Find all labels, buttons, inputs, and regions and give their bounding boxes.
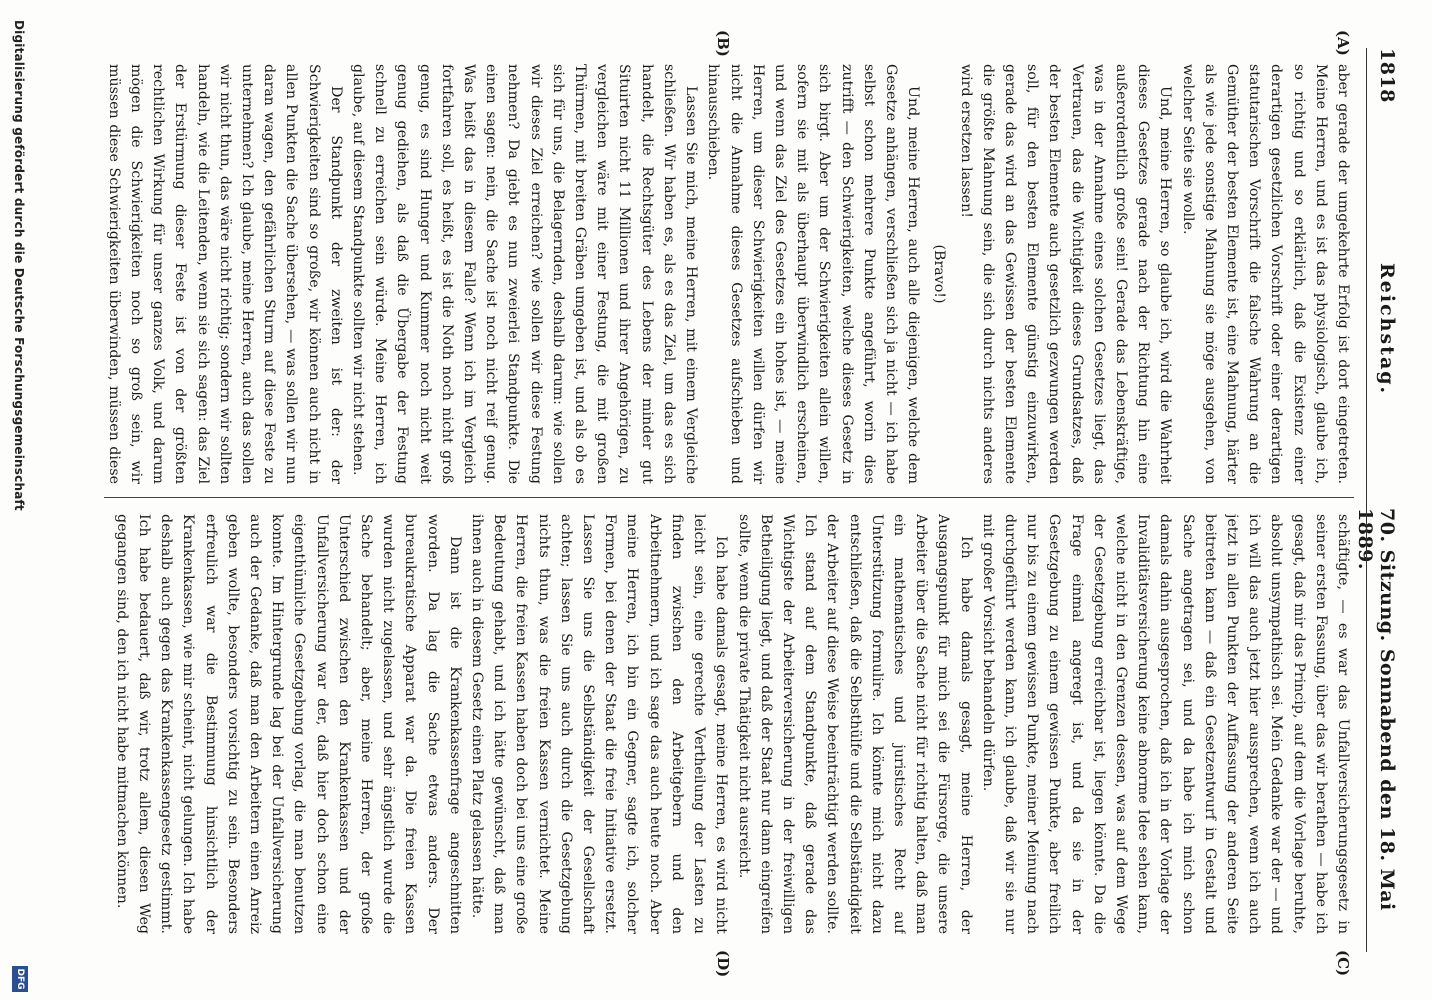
dfg-logo: DFG (12, 966, 28, 992)
session-line: 70. Sitzung. Sonnabend den 18. Mai 1889. (1354, 508, 1398, 911)
paragraph: Der Standpunkt der zweiten ist der: der Schwierigkeiten sind so große, wir können auch nicht in allen Punkten die Sache übersehen, — was sollen wir nun daran wagen, den gefährlichen Sturm auf diese Feste zu unternehmen? Ich glaube, meine Herren, auch das sollen wir nicht thun, das wäre nicht richtig; sondern wir sollten handeln, wie die Leitenden, wenn sie sich sagen: das Ziel der Erstürmung dieser Feste ist von der größten rechtlichen Wirkung für unser ganzes Volk, und darum mögen die Schwierigkeiten noch so groß sein, wir müssen diese Schwierigkeiten überwinden, müssen diese (105, 64, 344, 484)
paragraph: Dann ist die Krankenkassenfrage angeschnitten worden. Da lag die Sache etwas anders. Der bureaukratische Apparat war da. Die freien Kassen wurden nicht zugelassen, und sehr ängstlich wurde die Sache behandelt; aber, meine Herren, der große Unterschied zwischen den Krankenkassen und der Unfallversicherung war der, daß hier doch schon eine eigenthümliche Gesetzgebung vorlag, die man benutzen konnte. Im Hintergrunde lag bei der Unfallversicherung auch der Gedanke, daß man den Arbeitern einen Anreiz geben wollte, besonders vorsichtig zu sein. Besonders erfreulich war die Bestimmung hinsichtlich der Krankenkassen, wie mir scheint, nicht gelungen. Ich habe deshalb auch gegen das Krankenkassengesetz gestimmt. Ich habe bedauert, daß wir, trotz allem, diesen Weg gegangen sind, den ich nicht habe mitmachen können. (113, 514, 463, 934)
applause-remark: (Bravo!) (931, 244, 948, 304)
publication-title: Reichstag. (1376, 263, 1398, 396)
paragraph: Ich habe damals gesagt, meine Herren, es wird nicht leicht sein, eine gerechte Vertheilung der Lasten zu finden zwischen den Arbeitgebern und den Arbeitnehmern, und ich sage das auch heute noch. Aber meine Herren, ich bin ein Gegner, sagte ich, solcher Formen, bei denen der Staat die freie Initiative ersetzt. Lassen Sie uns die Selbständigkeit der Gesellschaft achten; lassen Sie uns auch durch die Gesetzgebung nichts thun, was die freien Kassen vernichtet. Meine Herren, die freien Kassen haben doch bei uns eine große Bedeutung gehabt, und ich hätte gewünscht, daß man ihnen auch in diesem Gesetz einen Platz gelassen hätte. (469, 514, 730, 934)
margin-mark-d: (D) (714, 950, 732, 978)
margin-mark-b: (B) (714, 30, 732, 57)
paragraph: aber gerade der umgekehrte Erfolg ist dort eingetreten. Meine Herren, und es ist das physiologisch, glaube ich, so richtig und so erklärlich, daß die Existenz einer derartigen gesetzlichen Vorschrift oder einer derartigen statutarischen Vorschrift die falsche Wahrung an die Gemüther der besten Elemente ist, eine Mahnung, härter als wie jede sonstige Mahnung sie möge ausgehen, von welcher Seite sie wolle. (1179, 64, 1351, 484)
paragraph: Ich habe damals gesagt, meine Herren, der Ausgangspunkt für mich sei die Fürsorge, die unsere Arbeiter über die Sache nicht für richtig halten, daß man ein mathematisches und juristisches Recht auf Unterstützung formulire. Ich könnte mich nicht dazu entschließen, daß die Selbsthülfe und die Selbständigkeit der Arbeiter auf diese Weise beeinträchtigt werden sollte. Ich stand auf dem Standpunkte, daß gerade das Wichtigste der Arbeiterversicherung in der freiwilligen Betheiligung liegt, und daß der Staat nur dann eingreifen sollte, wenn die private Thätigkeit nicht ausreicht. (735, 514, 974, 934)
digitization-footer (6, 0, 30, 1000)
column-divider (104, 497, 1354, 498)
margin-mark-a: (A) (1334, 30, 1352, 56)
header-rule (1366, 48, 1367, 952)
page-header (1354, 48, 1404, 952)
left-column (99, 64, 1354, 484)
funding-credit: Digitalisierung gefördert durch die Deutsche Forschungsgemeinschaft (12, 20, 26, 511)
paragraph: schäftigte, — es war das Unfallversicherungsgesetz in seiner ersten Fassung, über das wir berathen — habe ich gesagt, daß mir das Princip, auf dem die Vorlage beruhte, absolut unsympathisch sei. Mein Gedanke war der — und ich will das auch jetzt hier aussprechen, wenn ich auch jetzt in allen Punkten der Auffassung der anderen Seite beitreten kann — daß ein Gesetzentwurf in Gestalt und Sache angetragen sei, und da habe ich mich schon damals dahin ausgesprochen, daß ich in der Vorlage der Invaliditätsversicherung keine abnorme Idee sehen kann, welche nicht in den Grenzen dessen, was auf dem Wege der Gesetzgebung erreichbar ist, liegen könnte. Da die Frage einmal angeregt ist, und da sie in der Gesetzgebung zu einem gewissen Punkte, aber freilich nur bis zu einem gewissen Punkte, meiner Meinung nach durchgeführt werden kann, ich glaube, daß wir sie nur mit großer Vorsicht behandeln dürfen. (979, 514, 1351, 934)
page-number: 1818 (1376, 48, 1398, 103)
paragraph: Lassen Sie mich, meine Herren, mit einem Vergleiche schließen. Wir haben es, als es das Ziel, um das es sich handelt, die Rechtsgüter des Lebens der minder gut Situirten nicht 11 Millionen und ihrer Angehörigen, zu vergleichen wäre mit einer Festung, die mit großen Thürmen, mit breiten Gräben umgeben ist, und als ob es sich für uns, die Belagernden, deshalb darum: wie sollen wir dieses Ziel erreichen? wie sollen wir diese Festung nehmen? Da giebt es nun zweierlei Standpunkte. Die einen sagen: nein, die Sache ist noch nicht reif genug. Was heißt das in diesem Falle? Wenn ich im Vergleich fortfahren soll, es heißt, es ist die Noth noch nicht groß genug, es sind Hunger und Kummer noch nicht weit genug gediehen, als daß die Übergabe der Festung schnell zu erreichen sein würde. Meine Herren, ich glaube, auf diesem Standpunkte sollten wir nicht stehen. (350, 64, 700, 484)
paragraph: Und, meine Herren, auch alle diejenigen, welche dem Gesetze anhängen, verschließen sich ja nicht — ich habe selbst schon mehrere Punkte angeführt, worin dies zutrifft — den Schwierigkeiten, welche dieses Gesetz in sich birgt. Aber um der Schwierigkeiten allein willen, sofern sie mit als überhaupt überwindlich erscheinen, und wenn das Ziel des Gesetzes ein hohes ist, — meine Herren, um dieser Schwierigkeiten willen dürfen wir nicht die Annahme dieses Gesetzes aufschieben und hinausschieben. (705, 64, 922, 484)
margin-mark-c: (C) (1334, 950, 1352, 977)
right-column (99, 514, 1354, 934)
paragraph: Und, meine Herren, so glaube ich, wird die Wahrheit dieses Gesetzes gerade nach der Richtung hin eine außerordentlich große sein! Gerade das Lebenskräftige, was in der Annahme eines solchen Gesetzes liegt, das Vertrauen, das die Wichtigkeit dieses Grundsatzes, daß der besten Elemente auch gesetzlich gezwungen werden soll, für den besten Elemente günstig einzuwirken, gerade das wird an das Gewissen der besten Elemente die größte Mahnung sein, die sich durch nichts anderes wird ersetzen lassen! (957, 64, 1174, 484)
